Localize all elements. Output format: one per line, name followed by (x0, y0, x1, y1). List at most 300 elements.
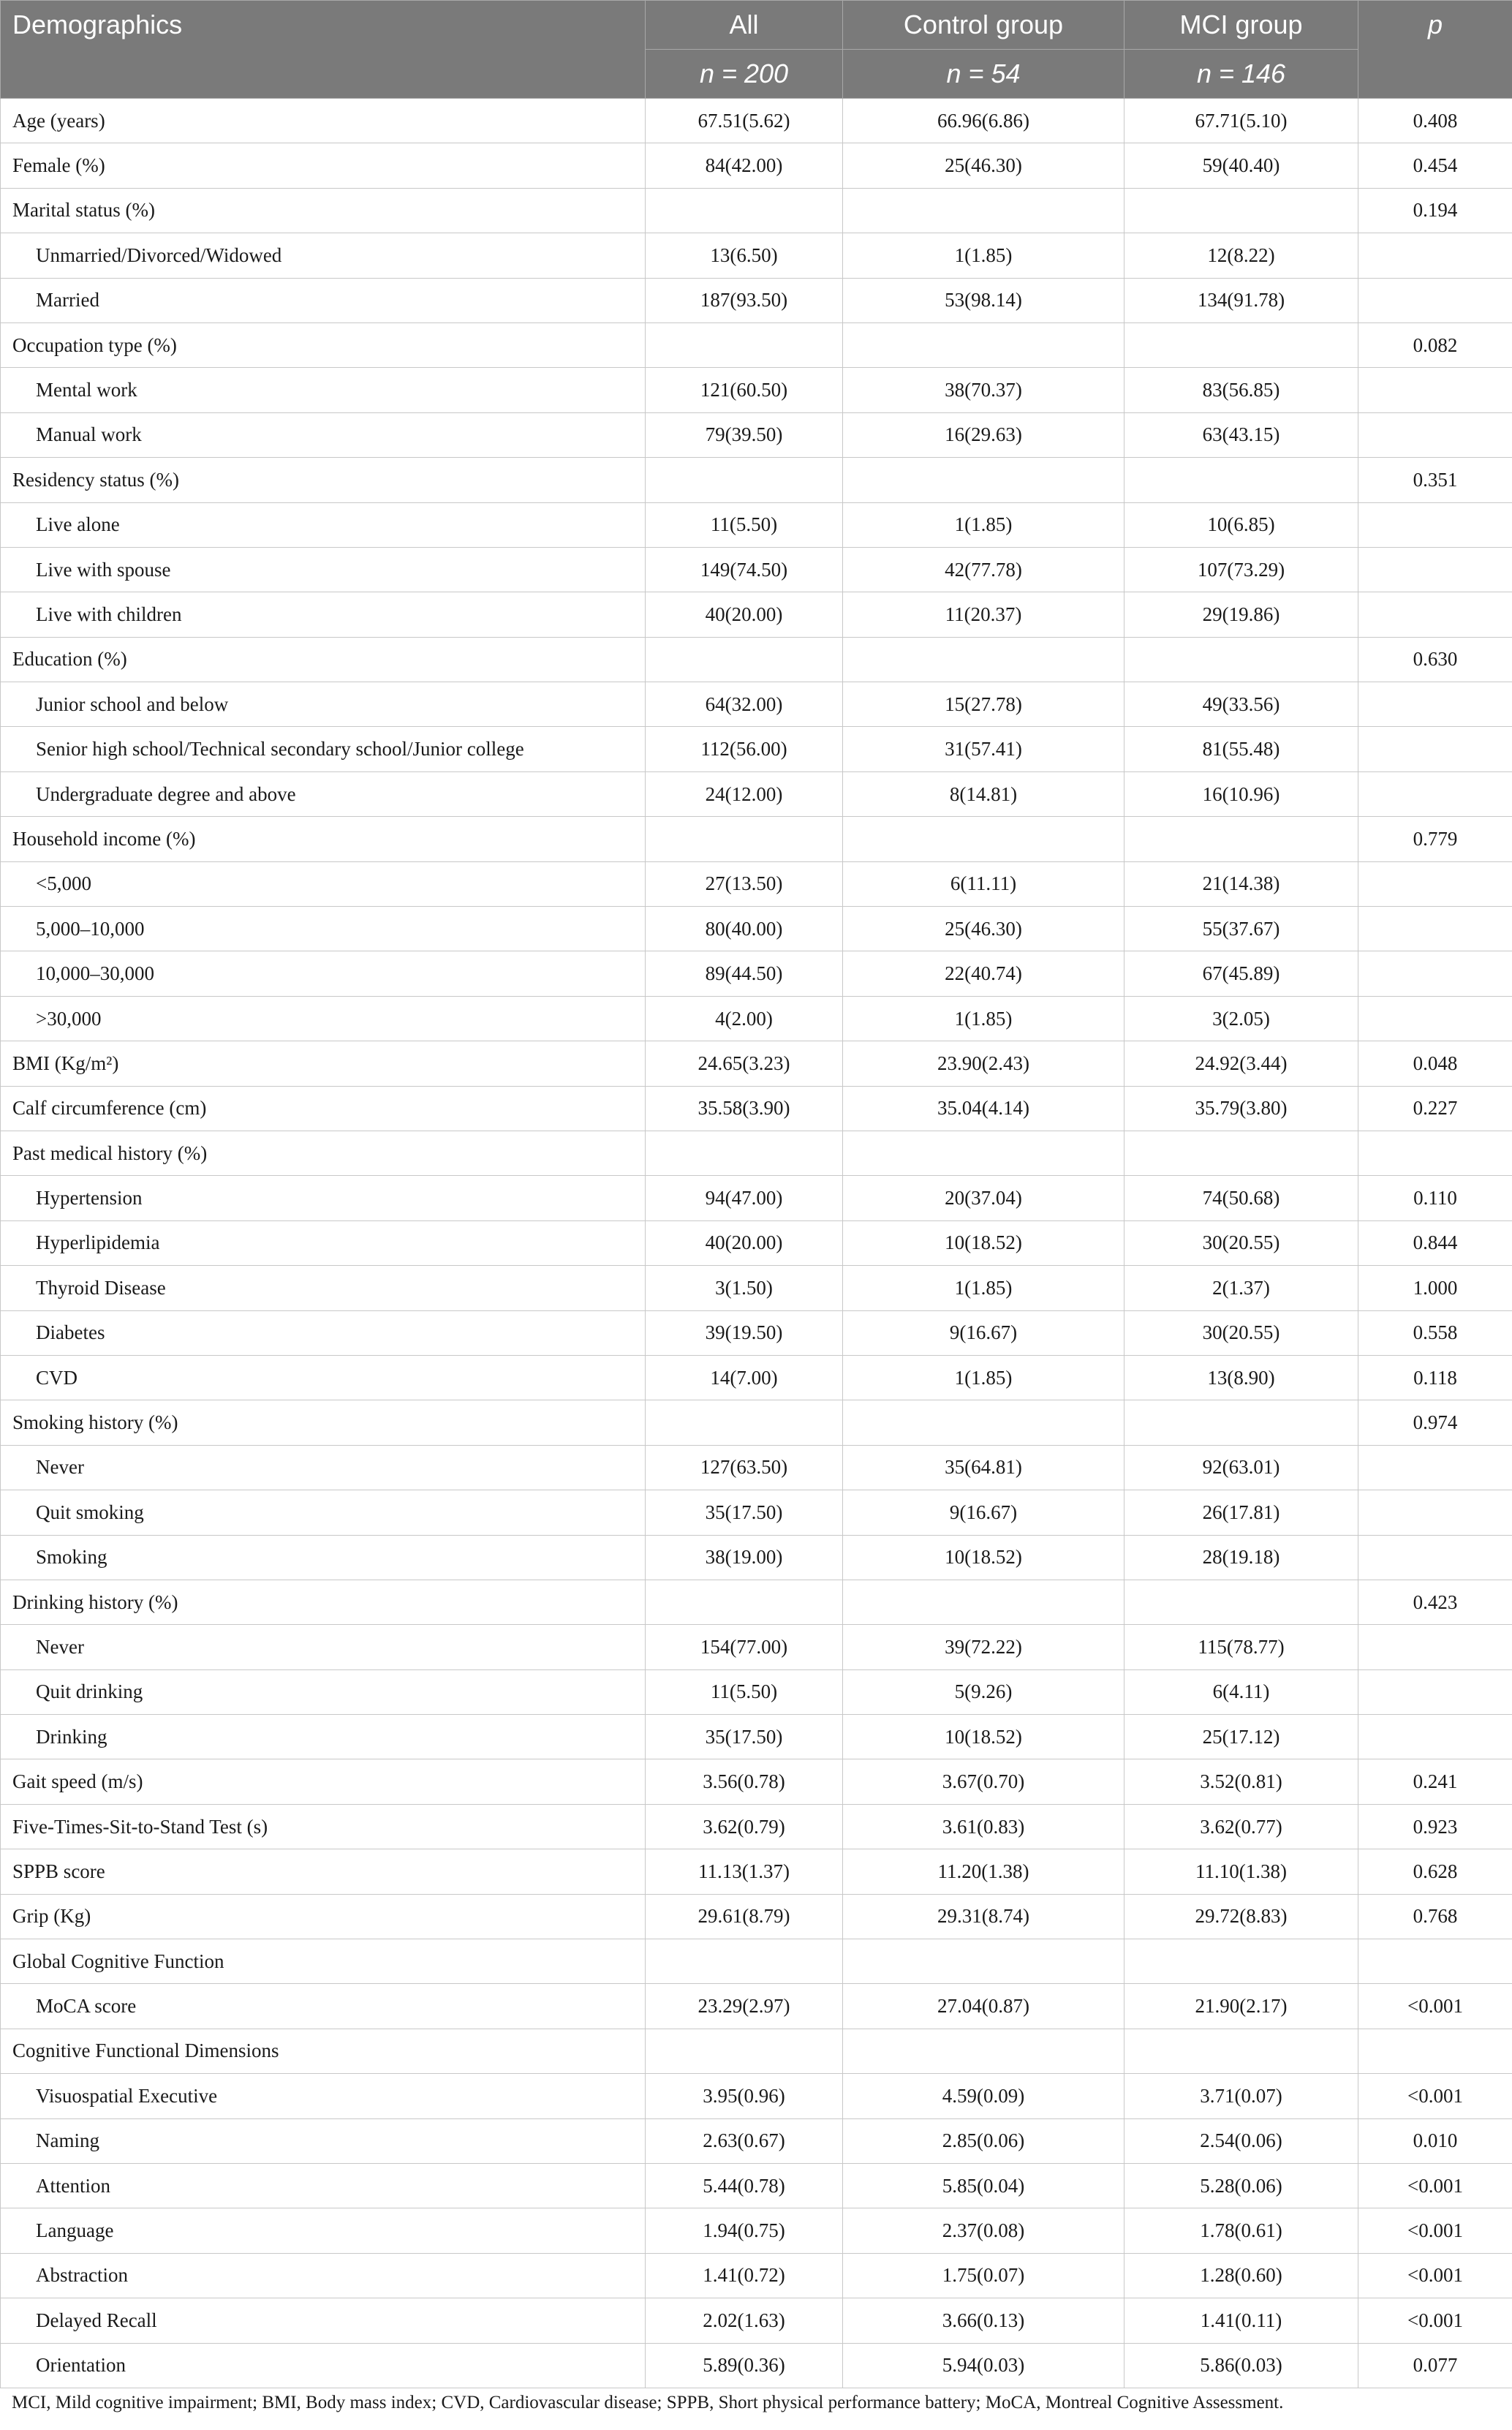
cell-mci: 3(2.05) (1124, 996, 1358, 1041)
row-label: Grip (Kg) (1, 1894, 646, 1939)
cell-all: 127(63.50) (646, 1445, 843, 1490)
cell-mci: 10(6.85) (1124, 502, 1358, 547)
header-demographics: Demographics (1, 1, 646, 99)
cell-mci: 6(4.11) (1124, 1669, 1358, 1714)
header-n-all: n = 200 (646, 50, 843, 99)
cell-p-value: <0.001 (1358, 2163, 1512, 2208)
cell-p-value: 0.974 (1358, 1400, 1512, 1445)
cell-all (646, 322, 843, 367)
row-label: Education (%) (1, 637, 646, 682)
cell-all: 35(17.50) (646, 1715, 843, 1759)
table-row (1, 368, 1512, 412)
cell-control: 35(64.81) (843, 1445, 1124, 1490)
cell-p-value: <0.001 (1358, 2074, 1512, 2118)
cell-mci (1124, 2029, 1358, 2073)
table-row (1, 817, 1512, 861)
cell-p-value: <0.001 (1358, 2253, 1512, 2298)
cell-mci: 30(20.55) (1124, 1310, 1358, 1355)
row-label: Female (%) (1, 143, 646, 188)
row-label: Delayed Recall (1, 2298, 646, 2343)
cell-mci: 30(20.55) (1124, 1220, 1358, 1265)
row-label: Thyroid Disease (1, 1266, 646, 1310)
row-label: Quit drinking (1, 1669, 646, 1714)
cell-p-value: 0.010 (1358, 2118, 1512, 2163)
table-row (1, 2118, 1512, 2163)
cell-control: 6(11.11) (843, 861, 1124, 906)
header-control-group: Control group (843, 1, 1124, 50)
cell-mci: 5.86(0.03) (1124, 2343, 1358, 2388)
cell-mci (1124, 1580, 1358, 1624)
cell-all: 3.95(0.96) (646, 2074, 843, 2118)
row-label: Smoking (1, 1535, 646, 1580)
table-row (1, 1400, 1512, 1445)
cell-control (843, 1939, 1124, 1984)
row-label: SPPB score (1, 1849, 646, 1894)
cell-all: 11(5.50) (646, 1669, 843, 1714)
cell-all: 154(77.00) (646, 1625, 843, 1669)
cell-p-value: <0.001 (1358, 2208, 1512, 2253)
cell-mci: 12(8.22) (1124, 233, 1358, 278)
header-n-mci: n = 146 (1124, 50, 1358, 99)
cell-mci: 59(40.40) (1124, 143, 1358, 188)
cell-control: 25(46.30) (843, 907, 1124, 951)
cell-p-value: 0.110 (1358, 1176, 1512, 1220)
cell-mci: 21.90(2.17) (1124, 1984, 1358, 2029)
cell-mci: 49(33.56) (1124, 682, 1358, 727)
table-row (1, 458, 1512, 502)
cell-mci: 21(14.38) (1124, 861, 1358, 906)
cell-all: 3.56(0.78) (646, 1759, 843, 1804)
cell-mci (1124, 637, 1358, 682)
table-row (1, 2208, 1512, 2253)
cell-all: 5.44(0.78) (646, 2163, 843, 2208)
row-label: Naming (1, 2118, 646, 2163)
cell-all: 1.41(0.72) (646, 2253, 843, 2298)
cell-mci (1124, 322, 1358, 367)
cell-control: 1.75(0.07) (843, 2253, 1124, 2298)
row-label: Married (1, 278, 646, 322)
cell-p-value: 0.082 (1358, 322, 1512, 367)
cell-all (646, 1131, 843, 1175)
row-label: Calf circumference (cm) (1, 1086, 646, 1131)
cell-control (843, 2029, 1124, 2073)
table-row (1, 1580, 1512, 1624)
cell-mci: 13(8.90) (1124, 1355, 1358, 1400)
cell-mci: 5.28(0.06) (1124, 2163, 1358, 2208)
cell-p-value (1358, 233, 1512, 278)
cell-mci: 2.54(0.06) (1124, 2118, 1358, 2163)
row-label: Drinking history (%) (1, 1580, 646, 1624)
table-row (1, 1939, 1512, 1984)
table-row (1, 2029, 1512, 2073)
table-row (1, 996, 1512, 1041)
table-row (1, 233, 1512, 278)
cell-control: 3.66(0.13) (843, 2298, 1124, 2343)
cell-all: 14(7.00) (646, 1355, 843, 1400)
cell-mci (1124, 817, 1358, 861)
table-row (1, 2253, 1512, 2298)
row-label: >30,000 (1, 996, 646, 1041)
row-label: Past medical history (%) (1, 1131, 646, 1175)
cell-p-value: 0.351 (1358, 458, 1512, 502)
cell-control: 4.59(0.09) (843, 2074, 1124, 2118)
cell-all: 2.63(0.67) (646, 2118, 843, 2163)
cell-p-value: 1.000 (1358, 1266, 1512, 1310)
cell-control: 2.37(0.08) (843, 2208, 1124, 2253)
cell-p-value (1358, 592, 1512, 637)
cell-p-value (1358, 1939, 1512, 1984)
row-label: Smoking history (%) (1, 1400, 646, 1445)
cell-control: 22(40.74) (843, 951, 1124, 996)
table-row (1, 727, 1512, 771)
cell-control: 42(77.78) (843, 547, 1124, 592)
cell-all: 84(42.00) (646, 143, 843, 188)
row-label: CVD (1, 1355, 646, 1400)
cell-all: 11.13(1.37) (646, 1849, 843, 1894)
cell-p-value: 0.048 (1358, 1041, 1512, 1086)
cell-mci: 55(37.67) (1124, 907, 1358, 951)
cell-control: 27.04(0.87) (843, 1984, 1124, 2029)
table-row (1, 143, 1512, 188)
cell-all: 80(40.00) (646, 907, 843, 951)
cell-control (843, 1131, 1124, 1175)
row-label: Gait speed (m/s) (1, 1759, 646, 1804)
row-label: Unmarried/Divorced/Widowed (1, 233, 646, 278)
table-row (1, 1355, 1512, 1400)
cell-mci: 35.79(3.80) (1124, 1086, 1358, 1131)
table-row (1, 1220, 1512, 1265)
row-label: Attention (1, 2163, 646, 2208)
row-label: Quit smoking (1, 1490, 646, 1535)
cell-mci: 81(55.48) (1124, 727, 1358, 771)
cell-mci: 2(1.37) (1124, 1266, 1358, 1310)
cell-control: 10(18.52) (843, 1535, 1124, 1580)
cell-control: 11(20.37) (843, 592, 1124, 637)
row-label: Drinking (1, 1715, 646, 1759)
cell-control: 3.67(0.70) (843, 1759, 1124, 1804)
table-row (1, 1715, 1512, 1759)
table-row (1, 1894, 1512, 1939)
cell-p-value (1358, 727, 1512, 771)
table-row (1, 1086, 1512, 1131)
cell-mci: 67.71(5.10) (1124, 99, 1358, 143)
cell-all: 149(74.50) (646, 547, 843, 592)
cell-all: 35(17.50) (646, 1490, 843, 1535)
cell-mci: 16(10.96) (1124, 771, 1358, 816)
row-label: Marital status (%) (1, 188, 646, 233)
cell-mci: 1.41(0.11) (1124, 2298, 1358, 2343)
table-row (1, 1176, 1512, 1220)
cell-control: 1(1.85) (843, 996, 1124, 1041)
cell-control: 5.85(0.04) (843, 2163, 1124, 2208)
row-label: Live with children (1, 592, 646, 637)
cell-control: 10(18.52) (843, 1715, 1124, 1759)
cell-all: 29.61(8.79) (646, 1894, 843, 1939)
cell-p-value: 0.423 (1358, 1580, 1512, 1624)
cell-mci: 29(19.86) (1124, 592, 1358, 637)
cell-p-value: 0.844 (1358, 1220, 1512, 1265)
table-row (1, 1849, 1512, 1894)
cell-control (843, 458, 1124, 502)
cell-all: 35.58(3.90) (646, 1086, 843, 1131)
cell-all (646, 1580, 843, 1624)
cell-all (646, 1939, 843, 1984)
cell-mci: 3.71(0.07) (1124, 2074, 1358, 2118)
cell-mci: 3.52(0.81) (1124, 1759, 1358, 1804)
header-p-value (1358, 1, 1512, 99)
row-label: Hyperlipidemia (1, 1220, 646, 1265)
cell-control: 5.94(0.03) (843, 2343, 1124, 2388)
table-row (1, 502, 1512, 547)
cell-control: 10(18.52) (843, 1220, 1124, 1265)
table-row (1, 547, 1512, 592)
cell-mci: 25(17.12) (1124, 1715, 1358, 1759)
cell-p-value (1358, 547, 1512, 592)
row-label: Never (1, 1625, 646, 1669)
cell-all (646, 188, 843, 233)
cell-all: 67.51(5.62) (646, 99, 843, 143)
cell-control: 2.85(0.06) (843, 2118, 1124, 2163)
cell-p-value: 0.558 (1358, 1310, 1512, 1355)
table-row (1, 1535, 1512, 1580)
cell-mci: 67(45.89) (1124, 951, 1358, 996)
table-row (1, 188, 1512, 233)
cell-control: 16(29.63) (843, 412, 1124, 457)
cell-mci (1124, 1939, 1358, 1984)
cell-control: 66.96(6.86) (843, 99, 1124, 143)
cell-all: 5.89(0.36) (646, 2343, 843, 2388)
cell-mci: 63(43.15) (1124, 412, 1358, 457)
cell-all: 3(1.50) (646, 1266, 843, 1310)
row-label: Hypertension (1, 1176, 646, 1220)
header-all: All (646, 1, 843, 50)
cell-p-value: 0.408 (1358, 99, 1512, 143)
row-label: Mental work (1, 368, 646, 412)
cell-control: 39(72.22) (843, 1625, 1124, 1669)
cell-control: 5(9.26) (843, 1669, 1124, 1714)
cell-mci (1124, 1131, 1358, 1175)
cell-mci: 134(91.78) (1124, 278, 1358, 322)
cell-all: 11(5.50) (646, 502, 843, 547)
row-label: Household income (%) (1, 817, 646, 861)
cell-all: 24.65(3.23) (646, 1041, 843, 1086)
cell-all: 121(60.50) (646, 368, 843, 412)
cell-all: 4(2.00) (646, 996, 843, 1041)
cell-all: 112(56.00) (646, 727, 843, 771)
header-mci-group: MCI group (1124, 1, 1358, 50)
cell-all: 187(93.50) (646, 278, 843, 322)
cell-all (646, 1400, 843, 1445)
cell-p-value: 0.118 (1358, 1355, 1512, 1400)
row-label: Diabetes (1, 1310, 646, 1355)
cell-all: 64(32.00) (646, 682, 843, 727)
row-label: Orientation (1, 2343, 646, 2388)
cell-all: 1.94(0.75) (646, 2208, 843, 2253)
cell-control: 8(14.81) (843, 771, 1124, 816)
table-row (1, 2343, 1512, 2388)
row-label: <5,000 (1, 861, 646, 906)
table-row (1, 951, 1512, 996)
cell-p-value: 0.454 (1358, 143, 1512, 188)
table-row (1, 637, 1512, 682)
cell-mci (1124, 458, 1358, 502)
cell-control: 20(37.04) (843, 1176, 1124, 1220)
cell-mci: 1.78(0.61) (1124, 2208, 1358, 2253)
row-label: Cognitive Functional Dimensions (1, 2029, 646, 2073)
cell-p-value (1358, 1625, 1512, 1669)
cell-all: 23.29(2.97) (646, 1984, 843, 2029)
cell-control: 38(70.37) (843, 368, 1124, 412)
cell-control (843, 322, 1124, 367)
cell-p-value (1358, 861, 1512, 906)
cell-p-value: 0.194 (1358, 188, 1512, 233)
header-n-control: n = 54 (843, 50, 1124, 99)
table-row (1, 771, 1512, 816)
cell-p-value (1358, 951, 1512, 996)
table-row (1, 907, 1512, 951)
cell-p-value: 0.241 (1358, 1759, 1512, 1804)
row-label: MoCA score (1, 1984, 646, 2029)
cell-p-value (1358, 1445, 1512, 1490)
row-label: Five-Times-Sit-to-Stand Test (s) (1, 1804, 646, 1849)
cell-control: 31(57.41) (843, 727, 1124, 771)
cell-control: 9(16.67) (843, 1490, 1124, 1535)
cell-mci: 107(73.29) (1124, 547, 1358, 592)
cell-mci: 1.28(0.60) (1124, 2253, 1358, 2298)
cell-control: 3.61(0.83) (843, 1804, 1124, 1849)
table-body (1, 99, 1512, 2388)
cell-p-value (1358, 412, 1512, 457)
cell-control: 11.20(1.38) (843, 1849, 1124, 1894)
table-row (1, 682, 1512, 727)
cell-control: 9(16.67) (843, 1310, 1124, 1355)
table-header (1, 1, 1512, 99)
table-row (1, 2074, 1512, 2118)
table-row (1, 278, 1512, 322)
cell-mci: 3.62(0.77) (1124, 1804, 1358, 1849)
cell-p-value (1358, 2029, 1512, 2073)
table-row (1, 1445, 1512, 1490)
cell-p-value (1358, 996, 1512, 1041)
row-label: Junior school and below (1, 682, 646, 727)
table-row (1, 1625, 1512, 1669)
cell-p-value (1358, 1131, 1512, 1175)
cell-control (843, 1400, 1124, 1445)
cell-mci: 24.92(3.44) (1124, 1041, 1358, 1086)
cell-p-value (1358, 682, 1512, 727)
cell-control (843, 817, 1124, 861)
cell-all (646, 817, 843, 861)
cell-all: 79(39.50) (646, 412, 843, 457)
table-row (1, 1041, 1512, 1086)
cell-all: 13(6.50) (646, 233, 843, 278)
cell-control: 15(27.78) (843, 682, 1124, 727)
cell-p-value: 0.630 (1358, 637, 1512, 682)
row-label: BMI (Kg/m²) (1, 1041, 646, 1086)
cell-p-value: <0.001 (1358, 2298, 1512, 2343)
table-row (1, 861, 1512, 906)
cell-all: 94(47.00) (646, 1176, 843, 1220)
cell-mci: 83(56.85) (1124, 368, 1358, 412)
row-label: Language (1, 2208, 646, 2253)
cell-p-value (1358, 368, 1512, 412)
cell-control: 23.90(2.43) (843, 1041, 1124, 1086)
table-row (1, 1669, 1512, 1714)
cell-mci: 29.72(8.83) (1124, 1894, 1358, 1939)
row-label: Undergraduate degree and above (1, 771, 646, 816)
cell-control: 1(1.85) (843, 1266, 1124, 1310)
cell-mci: 92(63.01) (1124, 1445, 1358, 1490)
cell-control: 25(46.30) (843, 143, 1124, 188)
cell-control: 1(1.85) (843, 1355, 1124, 1400)
cell-all: 27(13.50) (646, 861, 843, 906)
row-label: 10,000–30,000 (1, 951, 646, 996)
cell-p-value (1358, 278, 1512, 322)
header-p-label: p (1427, 10, 1443, 39)
cell-control (843, 188, 1124, 233)
cell-mci (1124, 188, 1358, 233)
row-label: Live alone (1, 502, 646, 547)
cell-p-value (1358, 1715, 1512, 1759)
cell-control: 29.31(8.74) (843, 1894, 1124, 1939)
cell-p-value (1358, 771, 1512, 816)
row-label: Occupation type (%) (1, 322, 646, 367)
cell-control (843, 1580, 1124, 1624)
cell-all (646, 637, 843, 682)
cell-control: 53(98.14) (843, 278, 1124, 322)
cell-all: 3.62(0.79) (646, 1804, 843, 1849)
cell-p-value (1358, 907, 1512, 951)
table-row (1, 412, 1512, 457)
cell-p-value: 0.227 (1358, 1086, 1512, 1131)
cell-mci: 28(19.18) (1124, 1535, 1358, 1580)
row-label: Live with spouse (1, 547, 646, 592)
table-row (1, 1759, 1512, 1804)
row-label: Global Cognitive Function (1, 1939, 646, 1984)
row-label: 5,000–10,000 (1, 907, 646, 951)
cell-p-value: 0.779 (1358, 817, 1512, 861)
row-label: Residency status (%) (1, 458, 646, 502)
cell-control: 35.04(4.14) (843, 1086, 1124, 1131)
table-row (1, 592, 1512, 637)
cell-control (843, 637, 1124, 682)
row-label: Abstraction (1, 2253, 646, 2298)
table-row (1, 1266, 1512, 1310)
cell-p-value: 0.077 (1358, 2343, 1512, 2388)
row-label: Age (years) (1, 99, 646, 143)
cell-control: 1(1.85) (843, 502, 1124, 547)
table-row (1, 2163, 1512, 2208)
cell-p-value (1358, 1669, 1512, 1714)
table-row (1, 1984, 1512, 2029)
cell-all: 89(44.50) (646, 951, 843, 996)
cell-all: 40(20.00) (646, 592, 843, 637)
cell-p-value: <0.001 (1358, 1984, 1512, 2029)
cell-p-value: 0.923 (1358, 1804, 1512, 1849)
table-row (1, 322, 1512, 367)
row-label: Manual work (1, 412, 646, 457)
cell-p-value: 0.628 (1358, 1849, 1512, 1894)
cell-all: 39(19.50) (646, 1310, 843, 1355)
cell-all (646, 458, 843, 502)
row-label: Never (1, 1445, 646, 1490)
table-row (1, 1310, 1512, 1355)
cell-control: 1(1.85) (843, 233, 1124, 278)
table-row (1, 1490, 1512, 1535)
cell-mci: 26(17.81) (1124, 1490, 1358, 1535)
cell-mci: 11.10(1.38) (1124, 1849, 1358, 1894)
row-label: Visuospatial Executive (1, 2074, 646, 2118)
